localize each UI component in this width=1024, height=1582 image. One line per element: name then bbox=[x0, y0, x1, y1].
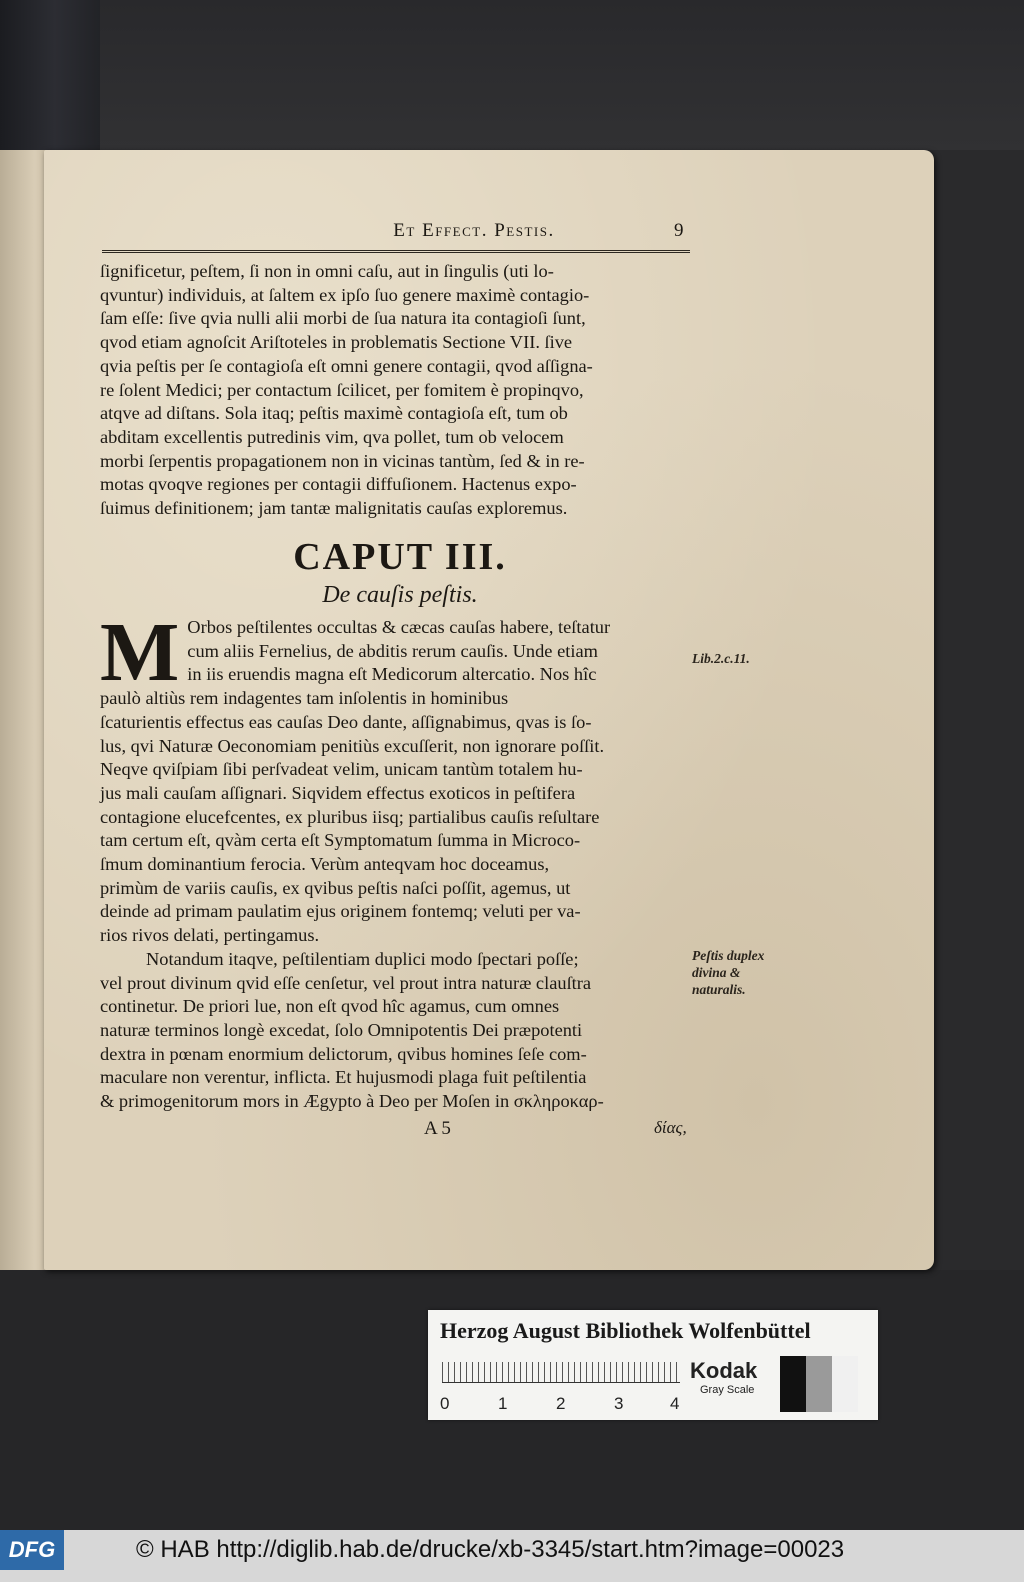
gray-scale-caption: Gray Scale bbox=[700, 1384, 755, 1396]
text-line: contagione elucefcentes, ex pluribus iisq; partialibus cauſis reſultare bbox=[100, 806, 600, 827]
header-rule bbox=[102, 250, 690, 257]
swatch-gray bbox=[806, 1356, 832, 1412]
text-line: qvia peſtis per ſe contagioſa eſt omni genere contagii, qvod aſſigna- bbox=[100, 355, 593, 376]
text-line: atqve ad diſtans. Sola itaq; peſtis maximè contagioſa eſt, tum ob bbox=[100, 403, 568, 424]
text-line: morbi ſerpentis propagationem non in vicinas tantùm, ſed & in re- bbox=[100, 450, 585, 471]
text-line: Neqve qviſpiam ſibi perſvadeat velim, unicam tantùm totalem hu- bbox=[100, 759, 583, 780]
text-line: rios rivos delati, pertingamus. bbox=[100, 925, 320, 946]
ruler-number: 0 bbox=[440, 1394, 450, 1413]
text-line: ſmum dominantium ferocia. Verùm anteqvam hoc doceamus, bbox=[100, 854, 550, 875]
swatch-white bbox=[832, 1356, 858, 1412]
continued-paragraph bbox=[100, 260, 700, 521]
ruler-scale bbox=[442, 1362, 680, 1383]
text-line: ſam eſſe: ſive qvia nulli alii morbi de ſua natura ita contagioſi ſunt, bbox=[100, 308, 586, 329]
gray-swatches bbox=[780, 1356, 858, 1412]
ruler-number: 4 bbox=[670, 1394, 680, 1413]
text-line: lus, qvi Naturæ Oeconomiam penitiùs excuſſerit, non ignorare poſſit. bbox=[100, 735, 605, 756]
text-line: deinde ad primam paulatim ejus originem fontemq; veluti per va- bbox=[100, 901, 581, 922]
margin-note-pestis: Peſtis duplex divina & naturalis. bbox=[692, 948, 765, 997]
signature-mark: A 5 bbox=[424, 1118, 451, 1139]
text-line: qvod etiam agnoſcit Ariſtoteles in problematis Sectione VII. ſive bbox=[100, 332, 573, 353]
text-line: cum aliis Fernelius, de abditis rerum cauſis. Unde etiam bbox=[187, 640, 598, 661]
text-line: ſignificetur, peſtem, ſi non in omni caſu, aut in ſingulis (uti lo- bbox=[100, 261, 554, 281]
text-line: qvuntur) individuis, at ſaltem ex ipſo ſuo genere maximè contagio- bbox=[100, 284, 590, 305]
scanned-page bbox=[44, 150, 934, 1270]
text-line: Notandum itaqve, peſtilentiam duplici modo ſpectari poſſe; bbox=[146, 948, 579, 969]
book-cover-top bbox=[100, 0, 1024, 150]
text-line: tam certum eſt, qvàm certa eſt Symptomatum ſumma in Microco- bbox=[100, 830, 581, 851]
text-line: dextra in pœnam enormium delictorum, qvibus homines ſeſe com- bbox=[100, 1043, 587, 1064]
ruler-number: 2 bbox=[556, 1394, 566, 1413]
copyright-url[interactable]: © HAB http://diglib.hab.de/drucke/xb-3345/start.htm?image=00023 bbox=[136, 1536, 845, 1563]
text-line: primùm de variis cauſis, ex qvibus peſtis naſci poſſit, agemus, ut bbox=[100, 877, 571, 898]
library-name: Herzog August Bibliothek Wolfenbüttel bbox=[440, 1318, 811, 1343]
text-line: maculare non verentur, inflicta. Et hujusmodi plaga fuit peſtilentia bbox=[100, 1067, 587, 1088]
library-color-label bbox=[428, 1310, 878, 1420]
text-line: vel prout divinum qvid eſſe cenſetur, vel prout intra naturæ clauſtra bbox=[100, 972, 592, 993]
text-line: motas qvoqve regiones per contagii diffuſionem. Hactenus expo- bbox=[100, 474, 577, 495]
text-line: paulò altiùs rem indagentes tam inſolentis in hominibus bbox=[100, 688, 509, 709]
chapter-body bbox=[100, 606, 700, 1114]
text-line: ſuimus definitionem; jam tantæ malignitatis cauſas exploremus. bbox=[100, 498, 568, 519]
running-head: Et Effect. Pestis. bbox=[393, 220, 555, 241]
chapter-subtitle: De cauſis peſtis. bbox=[322, 582, 478, 608]
text-line: & primogenitorum mors in Ægypto à Deo per Moſen in σκληροκαρ- bbox=[100, 1091, 604, 1112]
text-line: jus mali cauſam aſſignari. Siqvidem effectus exoticos in peſtifera bbox=[100, 782, 576, 803]
facing-page-edge bbox=[0, 150, 50, 1270]
text-line: re ſolent Medici; per contactum ſcilicet, per fomitem è propinqvo, bbox=[100, 379, 584, 400]
kodak-brand: Kodak bbox=[690, 1358, 758, 1383]
text-line: in iis eruendis magna eſt Medicorum altercatio. Nos hîc bbox=[187, 664, 597, 685]
swatch-black bbox=[780, 1356, 806, 1412]
chapter-title: CAPUT III. bbox=[293, 536, 507, 578]
footer-bar bbox=[0, 1530, 1024, 1582]
margin-note-reference: Lib.2.c.11. bbox=[692, 651, 750, 666]
text-line: Orbos peſtilentes occultas & cæcas cauſas habere, teſtatur bbox=[187, 617, 611, 637]
ruler-number: 3 bbox=[614, 1394, 624, 1413]
page-number: 9 bbox=[674, 220, 684, 241]
drop-cap: M bbox=[100, 606, 180, 699]
dfg-logo: DFG bbox=[0, 1530, 64, 1570]
text-line: naturæ terminos longè excedat, ſolo Omnipotentis Dei præpotenti bbox=[100, 1019, 583, 1040]
text-line: continetur. De priori lue, non eſt qvod hîc agamus, cum omnes bbox=[100, 996, 560, 1017]
text-line: abditam excellentis putredinis vim, qva pollet, tum ob velocem bbox=[100, 426, 564, 447]
catchword: δίας, bbox=[654, 1118, 687, 1137]
text-line: ſcaturientis effectus eas cauſas Deo dante, aſſignabimus, qvas is ſo- bbox=[100, 711, 592, 732]
ruler-number: 1 bbox=[498, 1394, 508, 1413]
